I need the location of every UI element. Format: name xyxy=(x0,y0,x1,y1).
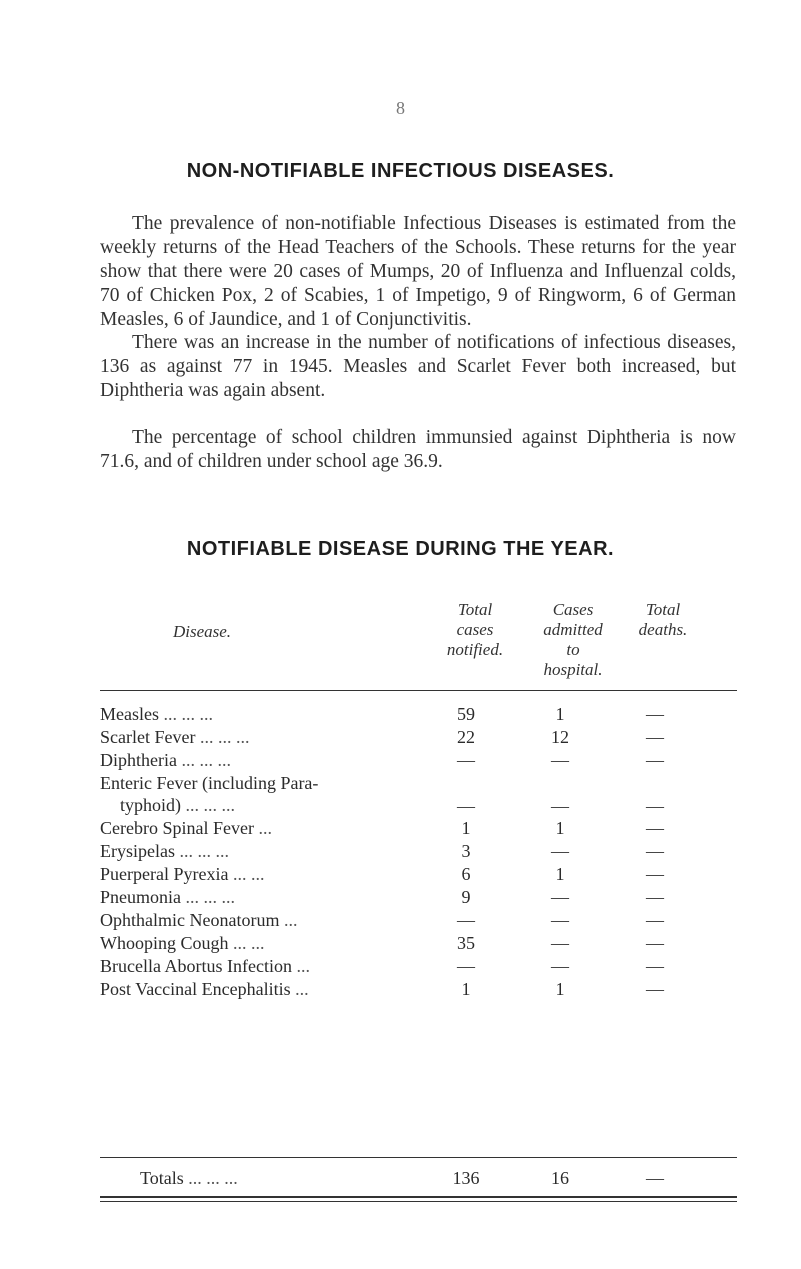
column-header-deaths xyxy=(618,600,708,640)
header-line: cases xyxy=(456,620,494,639)
page-number: 8 xyxy=(396,98,405,118)
leader-dots: ... ... ... xyxy=(174,841,229,862)
disease-label: Whooping Cough xyxy=(100,932,229,953)
leader-dots: ... xyxy=(291,955,310,976)
header-line: notified. xyxy=(446,640,504,659)
admitted: — xyxy=(551,795,569,816)
disease-label-continued xyxy=(100,794,430,816)
total-cases: — xyxy=(457,910,475,931)
table-row xyxy=(100,886,737,909)
table-row xyxy=(100,703,737,726)
admitted: — xyxy=(551,841,569,862)
leader-dots: ... ... xyxy=(228,864,265,885)
header-line: hospital. xyxy=(543,660,603,679)
admitted: — xyxy=(551,955,569,976)
section-title-non-notifiable: NON-NOTIFIABLE INFECTIOUS DISEASES. xyxy=(186,160,615,182)
deaths: — xyxy=(646,704,664,724)
total-cases: 35 xyxy=(457,932,475,953)
table-row xyxy=(100,955,737,978)
disease-name xyxy=(100,886,430,908)
deaths: — xyxy=(646,864,664,885)
disease-name xyxy=(100,726,430,748)
table-bottom-rule xyxy=(100,1196,737,1198)
admitted: 1 xyxy=(555,978,565,999)
totals-label-text: Totals xyxy=(140,1168,184,1188)
table-totals-rule xyxy=(100,1157,737,1158)
deaths: — xyxy=(646,887,664,908)
total-cases: 3 xyxy=(461,841,471,862)
column-header-admitted xyxy=(518,600,628,680)
leader-dots: ... ... ... xyxy=(181,887,235,908)
admitted: — xyxy=(551,932,569,953)
disease-name xyxy=(100,978,430,1000)
table-row xyxy=(100,749,737,772)
admitted: 1 xyxy=(555,818,565,839)
disease-label: Measles xyxy=(100,704,159,724)
deaths: — xyxy=(646,726,664,747)
disease-name xyxy=(100,932,430,954)
disease-name xyxy=(100,703,430,725)
disease-label: Cerebro Spinal Fever xyxy=(100,818,254,839)
header-line: to xyxy=(566,640,580,659)
table-row xyxy=(100,909,737,932)
leader-dots: ... xyxy=(253,818,272,839)
disease-label: Enteric Fever (including Para- xyxy=(100,772,319,793)
total-cases: 6 xyxy=(461,864,471,885)
disease-label: Ophthalmic Neonatorum xyxy=(100,910,280,931)
admitted: 1 xyxy=(555,864,565,885)
leader-dots: ... ... ... xyxy=(183,1168,238,1188)
deaths: — xyxy=(646,932,664,953)
disease-label-cont: typhoid) xyxy=(120,794,181,815)
totals-row xyxy=(100,1167,737,1191)
total-cases: 1 xyxy=(461,978,471,999)
disease-name xyxy=(100,909,430,931)
deaths: — xyxy=(646,910,664,931)
notifiable-disease-table xyxy=(100,703,737,1001)
table-row xyxy=(100,863,737,886)
deaths: — xyxy=(646,841,664,862)
leader-dots: ... ... ... xyxy=(195,726,250,747)
disease-label: Puerperal Pyrexia xyxy=(100,864,229,885)
deaths: — xyxy=(646,795,664,816)
header-line: admitted xyxy=(543,620,603,639)
table-row xyxy=(100,726,737,749)
disease-name xyxy=(100,772,430,816)
disease-label: Diphtheria xyxy=(100,749,177,770)
header-line: Cases xyxy=(552,600,594,619)
admitted: 12 xyxy=(551,726,569,747)
admitted: — xyxy=(551,749,569,770)
disease-label: Erysipelas xyxy=(100,841,175,862)
leader-dots: ... ... ... xyxy=(181,794,235,815)
totals-label xyxy=(140,1167,470,1189)
leader-dots: ... ... xyxy=(228,932,265,953)
total-cases: 9 xyxy=(461,887,471,908)
deaths: — xyxy=(646,955,664,976)
deaths: — xyxy=(646,749,664,770)
paragraph-immunisation: The percentage of school children immunsied against Diphtheria is now 71.6, and of children under school age 36.9. xyxy=(100,427,736,472)
table-row xyxy=(100,932,737,955)
table-row xyxy=(100,817,737,840)
admitted: — xyxy=(551,910,569,931)
leader-dots: ... ... ... xyxy=(158,704,213,724)
deaths: — xyxy=(646,978,664,999)
deaths: — xyxy=(646,818,664,839)
disease-label: Post Vaccinal Encephalitis xyxy=(100,978,291,999)
table-row xyxy=(100,772,737,818)
disease-name xyxy=(100,749,430,771)
header-line: Total xyxy=(645,600,681,619)
leader-dots: ... ... ... xyxy=(176,749,231,770)
total-cases: — xyxy=(457,795,475,816)
header-line: deaths. xyxy=(638,620,688,639)
total-cases: 22 xyxy=(457,726,475,747)
table-bottom-rule-thin xyxy=(100,1201,737,1202)
disease-name xyxy=(100,817,430,839)
disease-name xyxy=(100,840,430,862)
totals-total-cases: 136 xyxy=(452,1168,480,1188)
totals-deaths: — xyxy=(646,1168,664,1188)
admitted: 1 xyxy=(555,704,565,724)
disease-label: Brucella Abortus Infection xyxy=(100,955,292,976)
column-header-disease: Disease. xyxy=(172,622,232,641)
total-cases: 1 xyxy=(461,818,471,839)
admitted: — xyxy=(551,887,569,908)
total-cases: — xyxy=(457,955,475,976)
table-top-rule xyxy=(100,690,737,691)
paragraph-prevalence: The prevalence of non-notifiable Infectious Diseases is estimated from the weekly returns of the Head Teachers of the Schools. These returns for the year show that there were 20 cases of Mumps, 20 of Influenza and Influenzal colds, 70 of Chicken Pox, 2 of Scabies, 1 of Impetigo, 9 of Ringworm, 6 of German Measles, 6 of Jaundice, and 1 of Conjunctivitis. xyxy=(100,213,736,330)
total-cases: — xyxy=(457,749,475,770)
header-line: Total xyxy=(457,600,493,619)
totals-admitted: 16 xyxy=(551,1168,569,1188)
leader-dots: ... xyxy=(279,910,298,931)
section-title-notifiable: NOTIFIABLE DISEASE DURING THE YEAR. xyxy=(186,538,615,560)
disease-label: Pneumonia xyxy=(100,887,181,908)
table-row xyxy=(100,840,737,863)
leader-dots: ... xyxy=(290,978,309,999)
total-cases: 59 xyxy=(457,704,475,724)
disease-name xyxy=(100,955,430,977)
table-row xyxy=(100,978,737,1001)
disease-name xyxy=(100,863,430,885)
disease-label: Scarlet Fever xyxy=(100,726,196,747)
column-header-total-cases xyxy=(430,600,520,660)
paragraph-notifications: There was an increase in the number of notifications of infectious diseases, 136 as against 77 in 1945. Measles and Scarlet Fever both increased, but Diphtheria was again absent. xyxy=(100,332,736,401)
